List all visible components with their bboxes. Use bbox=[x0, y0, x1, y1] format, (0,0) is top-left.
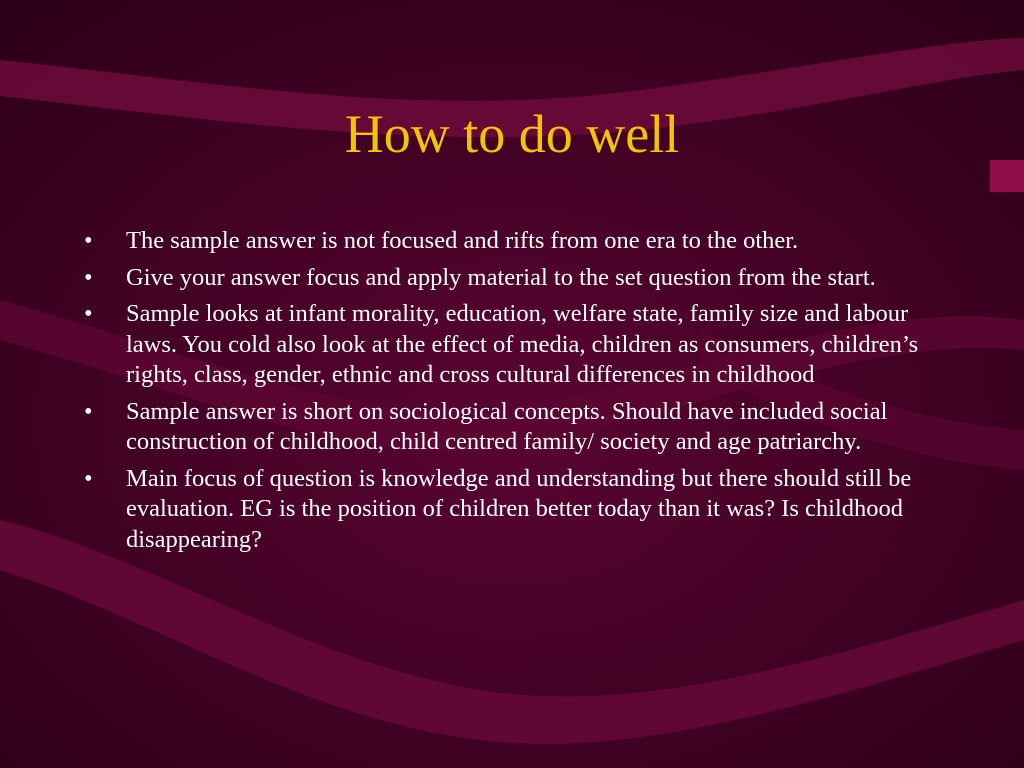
list-item bbox=[84, 299, 944, 391]
bullet-icon: • bbox=[84, 397, 93, 425]
bullet-text: Sample looks at infant morality, education, welfare state, family size and labour laws. You cold also look at the effect of media, children as consumers, children’s rights, class, gender, ethnic and cross cultural differences in childhood bbox=[126, 300, 919, 388]
list-item bbox=[84, 464, 944, 556]
bullet-icon: • bbox=[84, 227, 93, 254]
bullet-list bbox=[84, 226, 944, 561]
bullet-text: Main focus of question is knowledge and understanding but there should still be evaluation. EG is the position of children better today than it was? Is childhood disappearing? bbox=[126, 464, 912, 553]
bullet-icon: • bbox=[84, 263, 93, 291]
list-item bbox=[84, 397, 944, 458]
list-item bbox=[84, 226, 944, 257]
bullet-icon: • bbox=[84, 464, 93, 492]
list-item bbox=[84, 263, 944, 294]
slide-title: How to do well bbox=[344, 104, 680, 164]
bullet-text: Give your answer focus and apply material to the set question from the start. bbox=[126, 263, 876, 291]
bullet-text: Sample answer is short on sociological concepts. Should have included social construction of childhood, child centred family/ society and age patriarchy. bbox=[126, 397, 888, 455]
bullet-icon: • bbox=[84, 300, 93, 327]
bullet-text: The sample answer is not focused and rifts from one era to the other. bbox=[126, 227, 799, 254]
